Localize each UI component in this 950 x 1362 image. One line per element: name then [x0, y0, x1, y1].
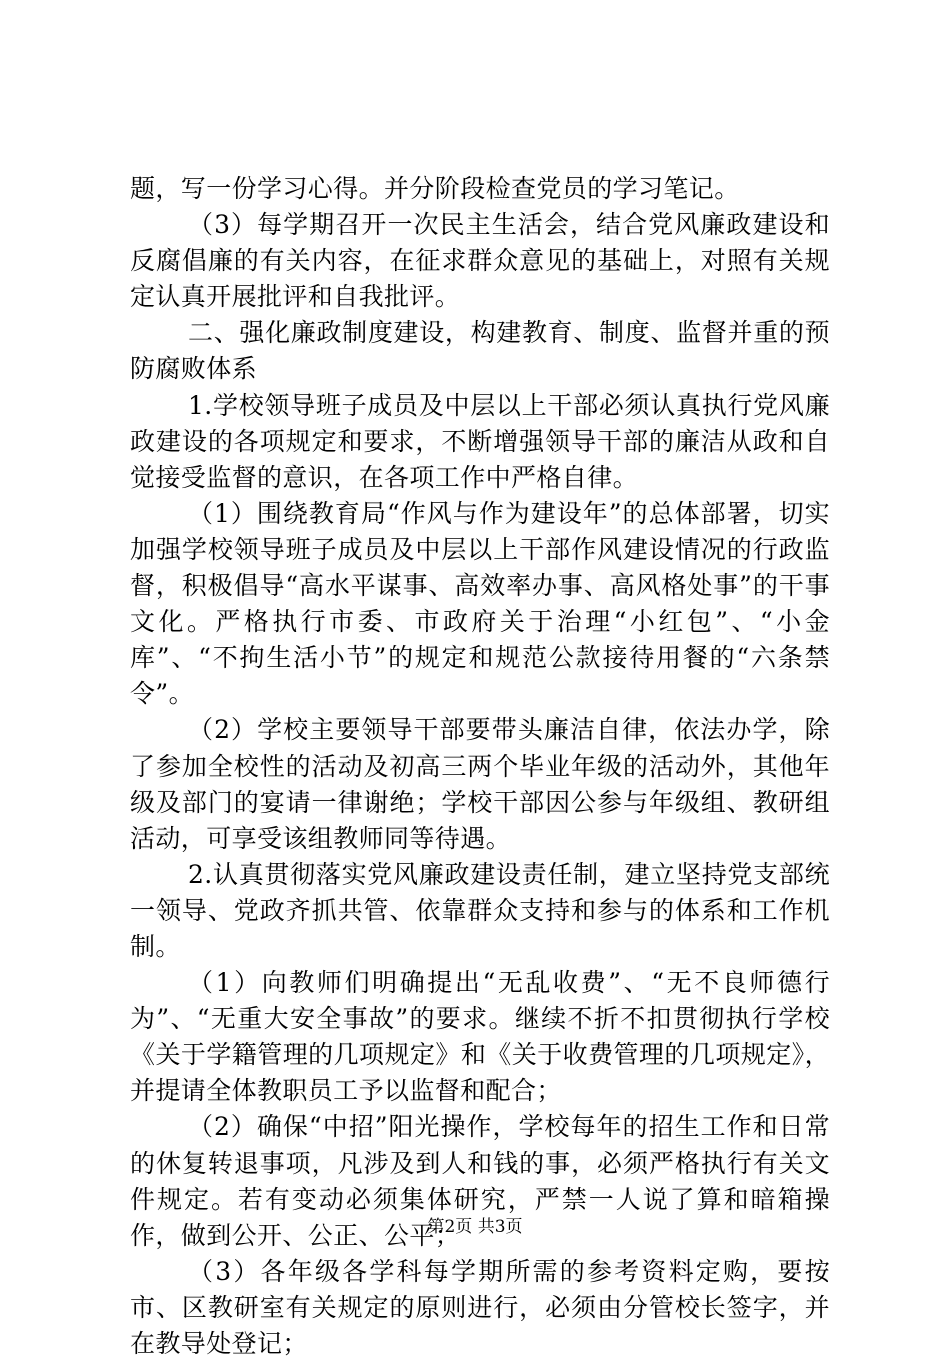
paragraph: 1.学校领导班子成员及中层以上干部必须认真执行党风廉政建设的各项规定和要求，不断增强领导干部的廉洁从政和自觉接受监督的意识，在各项工作中严格自律。 [130, 390, 830, 492]
paragraph: （2）确保“中招”阳光操作，学校每年的招生工作和日常的休复转退事项，凡涉及到人和钱的事，必须严格执行有关文件规定。若有变动必须集体研究，严禁一人说了算和暗箱操作，做到公开、公正、公平； [130, 1112, 830, 1250]
document-body [130, 171, 830, 1362]
paragraph: （3）各年级各学科每学期所需的参考资料定购，要按市、区教研室有关规定的原则进行，必须由分管校长签字，并在教导处登记； [130, 1256, 830, 1358]
paragraph: （2）学校主要领导干部要带头廉洁自律，依法办学，除了参加全校性的活动及初高三两个毕业年级的活动外，其他年级及部门的宴请一律谢绝；学校干部因公参与年级组、教研组活动，可享受该组教师同等待遇。 [130, 715, 830, 853]
paragraph: （1）围绕教育局“作风与作为建设年”的总体部署，切实加强学校领导班子成员及中层以上干部作风建设情况的行政监督，积极倡导“高水平谋事、高效率办事、高风格处事”的干事文化。严格执行市委、市政府关于治理“小红包”、“小金库”、“不拘生活小节”的规定和规范公款接待用餐的“六条禁令”。 [130, 498, 830, 709]
paragraph: （1）向教师们明确提出“无乱收费”、“无不良师德行为”、“无重大安全事故”的要求。继续不折不扣贯彻执行学校《关于学籍管理的几项规定》和《关于收费管理的几项规定》，并提请全体教职员工予以监督和配合； [130, 968, 830, 1106]
page-number-footer: 第2页 共3页 [427, 1217, 523, 1237]
paragraph: （3）每学期召开一次民主生活会，结合党风廉政建设和反腐倡廉的有关内容，在征求群众意见的基础上，对照有关规定认真开展批评和自我批评。 [130, 210, 830, 312]
paragraph: 2.认真贯彻落实党风廉政建设责任制，建立坚持党支部统一领导、党政齐抓共管、依靠群众支持和参与的体系和工作机制。 [130, 859, 830, 961]
section-heading: 二、强化廉政制度建设，构建教育、制度、监督并重的预防腐败体系 [130, 318, 830, 384]
paragraph-continuation: 题，写一份学习心得。并分阶段检查党员的学习笔记。 [130, 174, 740, 203]
